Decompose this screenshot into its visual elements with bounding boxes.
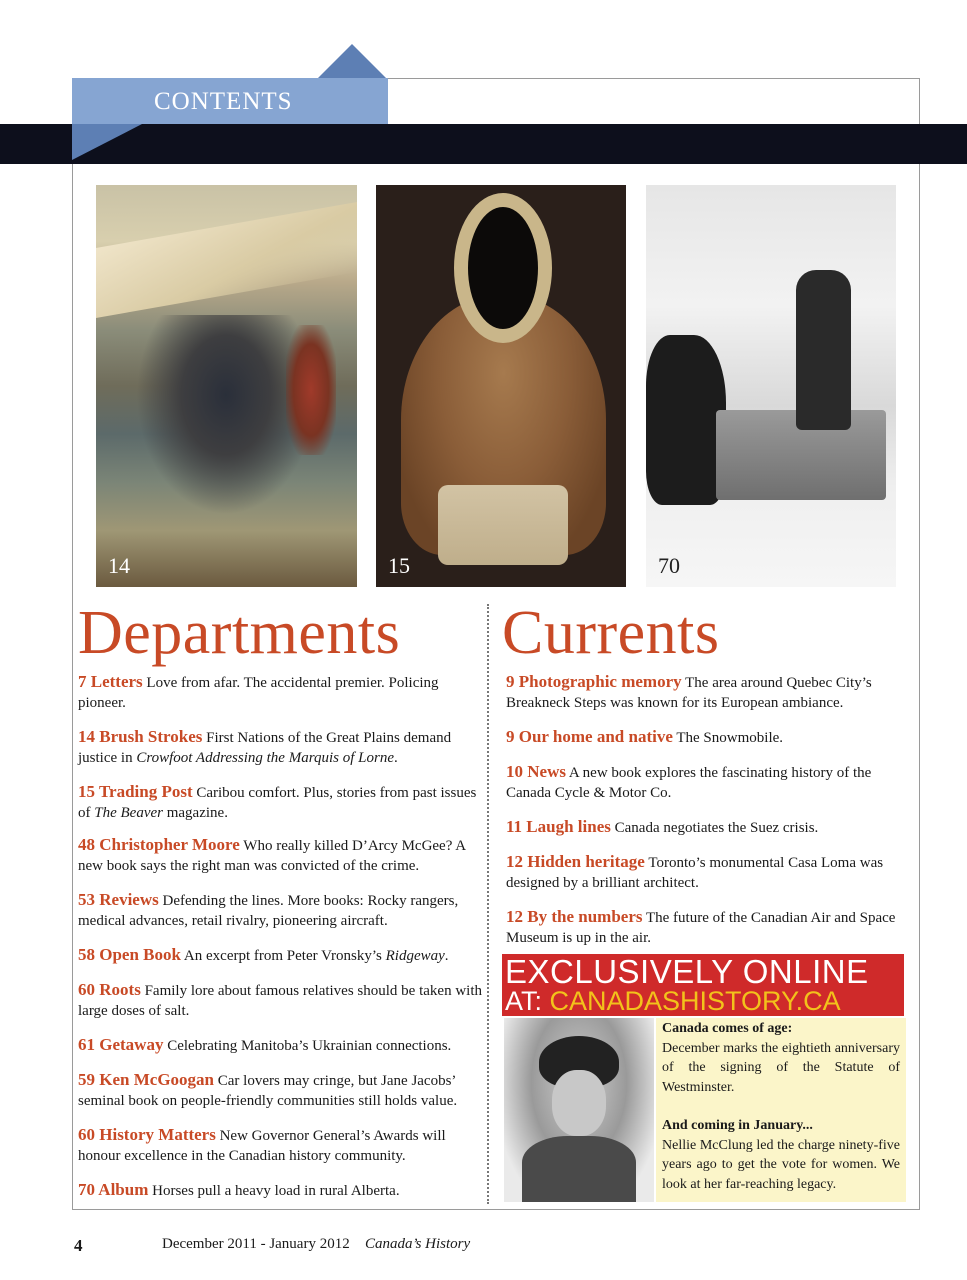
photo-painting	[96, 185, 357, 587]
list-item[interactable]	[78, 1035, 482, 1056]
list-item[interactable]	[78, 890, 482, 931]
entry-title: 12 Hidden heritage	[506, 852, 645, 871]
list-item[interactable]	[506, 852, 910, 893]
entry-title: 58 Open Book	[78, 945, 181, 964]
entry-after: .	[394, 750, 398, 766]
entry-text: Car lovers may cringe, but Jane Jacobs’ seminal book on people-friendly communities still holds value.	[78, 1073, 458, 1109]
entry-title: 9 Our home and native	[506, 727, 673, 746]
photo-sled	[646, 185, 896, 587]
entry-italic: Crowfoot Addressing the Marquis of Lorne	[136, 750, 394, 766]
list-item[interactable]	[78, 1070, 482, 1111]
photo-page-number: 70	[658, 553, 680, 578]
entry-text: Love from afar. The accidental premier. Policing pioneer.	[78, 675, 439, 711]
entry-title: 14 Brush Strokes	[78, 727, 203, 746]
entry-text: Defending the lines. More books: Rocky rangers, medical advances, retail rivalry, pioneering aircraft.	[78, 893, 459, 929]
list-item[interactable]	[78, 1125, 482, 1166]
column-divider	[487, 604, 489, 1204]
entry-title: 15 Trading Post	[78, 782, 193, 801]
online-url-link[interactable]: CANADASHISTORY.CA	[549, 986, 841, 1016]
entry-italic: The Beaver	[94, 805, 163, 821]
online-item-title: And coming in January...	[662, 1118, 813, 1133]
entry-after: magazine.	[162, 805, 228, 821]
entry-text: The area around Quebec City’s Breakneck Steps was known for its European ambiance.	[506, 675, 872, 711]
entry-after: .	[444, 948, 449, 964]
entry-text: Who really killed D’Arcy McGee? A new book says the right man was convicted of the crime.	[78, 838, 466, 874]
entry-text: New Governor General’s Awards will honour excellence in the Canadian history community.	[78, 1128, 446, 1164]
section-title: CONTENTS	[72, 78, 388, 124]
tab-fold-top	[316, 44, 388, 80]
list-item[interactable]	[506, 727, 910, 748]
currents-heading: Currents	[502, 599, 720, 667]
entry-text: Family lore about famous relatives should be taken with large doses of salt.	[78, 983, 482, 1019]
entry-title: 7 Letters	[78, 672, 143, 691]
entry-text: Celebrating Manitoba’s Ukrainian connections.	[167, 1038, 452, 1054]
tab-fold-bottom	[72, 124, 142, 160]
entry-text: The future of the Canadian Air and Space Museum is up in the air.	[506, 910, 896, 946]
entry-text: A new book explores the fascinating history of the Canada Cycle & Motor Co.	[506, 765, 872, 801]
list-item[interactable]	[506, 907, 910, 948]
entry-text: Horses pull a heavy load in rural Alberta.	[152, 1183, 400, 1199]
entry-title: 53 Reviews	[78, 890, 159, 909]
entry-text: Caribou comfort. Plus, stories from past issues of	[78, 785, 477, 821]
entry-italic: Ridgeway	[385, 948, 445, 964]
list-item[interactable]	[506, 672, 910, 713]
currents-list	[506, 672, 910, 962]
portrait-photo	[504, 1018, 654, 1202]
list-item[interactable]	[506, 762, 910, 803]
page-number: 4	[74, 1236, 83, 1255]
photo-page-number: 15	[388, 553, 410, 578]
list-item[interactable]	[78, 835, 482, 876]
entry-title: 11 Laugh lines	[506, 817, 611, 836]
photo-parka	[376, 185, 626, 587]
list-item[interactable]	[78, 1180, 482, 1201]
header-bar	[0, 124, 967, 164]
entry-text: An excerpt from Peter Vronsky’s	[183, 948, 386, 964]
list-item[interactable]	[78, 727, 482, 768]
online-banner[interactable]	[502, 954, 904, 1016]
issue-date: December 2011 - January 2012	[162, 1236, 350, 1252]
entry-title: 12 By the numbers	[506, 907, 643, 926]
entry-text: First Nations of the Great Plains demand justice in	[78, 730, 452, 766]
online-item-title: Canada comes of age:	[662, 1021, 793, 1036]
entry-title: 61 Getaway	[78, 1035, 164, 1054]
list-item[interactable]	[78, 782, 482, 823]
online-item-text: Nellie McClung led the charge ninety-five years ago to get the vote for women. We look at her far-reaching legacy.	[662, 1137, 900, 1192]
entry-title: 60 History Matters	[78, 1125, 216, 1144]
online-item-text: December marks the eightieth anniversary of the signing of the Statute of Westminster.	[662, 1040, 900, 1095]
entry-title: 48 Christopher Moore	[78, 835, 240, 854]
entry-text: Toronto’s monumental Casa Loma was designed by a brilliant architect.	[506, 855, 884, 891]
online-description	[656, 1018, 906, 1202]
entry-title: 59 Ken McGoogan	[78, 1070, 214, 1089]
list-item[interactable]	[78, 672, 482, 713]
departments-heading: Departments	[78, 599, 401, 667]
entry-title: 10 News	[506, 762, 566, 781]
entry-text: The Snowmobile.	[676, 730, 784, 746]
photo-page-number: 14	[108, 553, 130, 578]
departments-list	[78, 672, 482, 1215]
entry-title: 60 Roots	[78, 980, 141, 999]
online-subline	[505, 987, 841, 1015]
entry-text: Canada negotiates the Suez crisis.	[614, 820, 819, 836]
list-item[interactable]	[78, 980, 482, 1021]
entry-title: 70 Album	[78, 1180, 149, 1199]
entry-title: 9 Photographic memory	[506, 672, 682, 691]
list-item[interactable]	[506, 817, 910, 838]
magazine-name: Canada’s History	[365, 1236, 471, 1252]
online-prefix: AT:	[505, 986, 550, 1016]
online-headline: EXCLUSIVELY ONLINE	[505, 953, 869, 990]
list-item[interactable]	[78, 945, 482, 966]
